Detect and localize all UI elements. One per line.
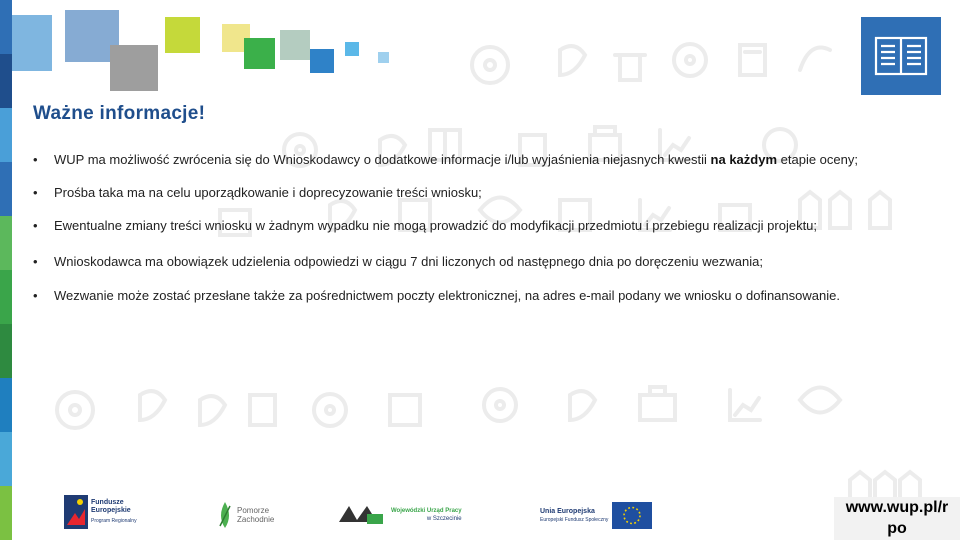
- list-item: • Wezwanie może zostać przesłane także za pośrednictwem poczty elektronicznej, na adres e-mail podany we wniosku o dofinansowanie.: [33, 284, 908, 307]
- logo-fundusze-europejskie: Fundusze Europejskie Program Regionalny: [64, 495, 137, 529]
- list-item: • Ewentualne zmiany treści wniosku w żadnym wypadku nie mogą prowadzić do modyfikacji przedmiotu i przebiegu realizacji projektu;: [33, 214, 908, 237]
- logo-wup: Wojewódzki Urząd Pracy w Szczecinie: [337, 500, 462, 530]
- logo-pomorze-zachodnie: Pomorze Zachodnie: [216, 500, 274, 530]
- open-book-icon: [861, 17, 941, 95]
- list-item: • Prośba taka ma na celu uporządkowanie i doprecyzowanie treści wniosku;: [33, 181, 908, 204]
- wup-logo-icon: [337, 500, 387, 530]
- website-label[interactable]: www.wup.pl/r po: [834, 497, 960, 540]
- fe-logo-icon: [64, 495, 88, 529]
- list-item: • Wnioskodawca ma obowiązek udzielenia odpowiedzi w ciągu 7 dni liczonych od następnego dnia po doręczeniu wezwania;: [33, 250, 908, 273]
- info-list: [33, 148, 908, 307]
- page-title: Ważne informacje!: [33, 103, 206, 124]
- left-color-strip: [0, 0, 12, 540]
- eu-flag-icon: [612, 502, 652, 529]
- list-item: • WUP ma możliwość zwrócenia się do Wnioskodawcy o dodatkowe informacje i/lub wyjaśnienia niejasnych kwestii na każdym etapie oceny;: [33, 148, 908, 171]
- leaf-logo-icon: [216, 500, 234, 530]
- logo-unia-europejska: Unia Europejska Europejski Fundusz Społeczny: [540, 502, 652, 529]
